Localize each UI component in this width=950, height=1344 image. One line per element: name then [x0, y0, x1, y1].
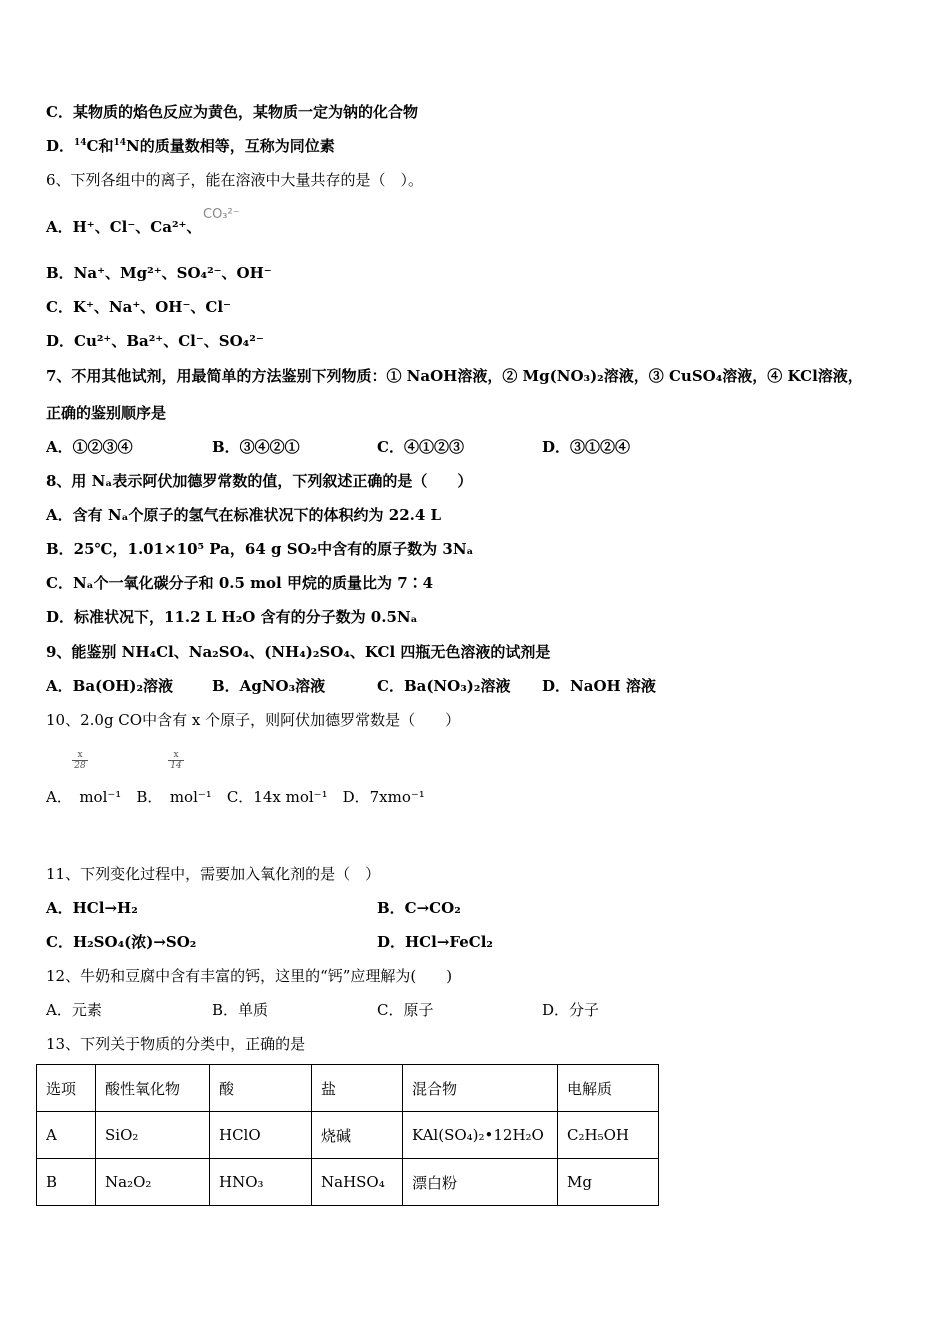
q5-option-d: D．$^{14}$C和$^{14}$N的质量数相等，互称为同位素 — [46, 137, 335, 155]
table-cell: SiO₂ — [96, 1112, 210, 1159]
table-cell: A — [37, 1112, 96, 1159]
q6-option-a: A．H⁺、Cl⁻、Ca²⁺、 — [46, 218, 202, 236]
q7-option-a: A．①②③④ — [46, 438, 133, 456]
table-row — [37, 1159, 659, 1206]
table-cell: 烧碱 — [312, 1112, 403, 1159]
table-cell: B — [37, 1159, 96, 1206]
table-header-row — [37, 1065, 659, 1112]
header-cell: 酸性氧化物 — [96, 1065, 210, 1112]
q6-option-c: C．K⁺、Na⁺、OH⁻、Cl⁻ — [46, 298, 231, 316]
q12-option-c: C．原子 — [377, 1001, 434, 1019]
q9-option-c: C．Ba(NO₃)₂溶液 — [377, 677, 511, 695]
q11-option-b: B．C→CO₂ — [377, 899, 461, 917]
q5-option-c: C．某物质的焰色反应为黄色，某物质一定为钠的化合物 — [46, 103, 418, 121]
table-cell: HNO₃ — [210, 1159, 312, 1206]
q10-options: A． mol⁻¹ B． mol⁻¹ C．14x mol⁻¹ D．7xmo⁻¹ — [46, 788, 425, 806]
q7-option-b: B．③④②① — [212, 438, 300, 456]
q11-option-d: D．HCl→FeCl₂ — [377, 933, 493, 951]
table-cell: Mg — [558, 1159, 659, 1206]
q8-option-c: C．Nₐ个一氧化碳分子和 0.5 mol 甲烷的质量比为 7∶4 — [46, 574, 434, 592]
fraction-x-over-28: $\frac{x}{28}$ — [72, 750, 88, 771]
q10-stem: 10、2.0g CO中含有 x 个原子，则阿伏加德罗常数是（ ） — [46, 711, 461, 729]
table-cell: HClO — [210, 1112, 312, 1159]
q6-option-d: D．Cu²⁺、Ba²⁺、Cl⁻、SO₄²⁻ — [46, 332, 264, 350]
table-cell: 漂白粉 — [403, 1159, 558, 1206]
header-cell: 选项 — [37, 1065, 96, 1112]
q7-stem: 7、不用其他试剂，用最简单的方法鉴别下列物质：① NaOH溶液，② Mg(NO₃)₂溶液，③ CuSO₄溶液，④ KCl溶液， — [46, 367, 863, 385]
q8-stem: 8、用 Nₐ表示阿伏加德罗常数的值，下列叙述正确的是（ ） — [46, 472, 473, 490]
q12-option-a: A．元素 — [46, 1001, 102, 1019]
q8-option-b: B．25℃，1.01×10⁵ Pa，64 g SO₂中含有的原子数为 3Nₐ — [46, 540, 474, 558]
q9-option-b: B．AgNO₃溶液 — [212, 677, 326, 695]
q6-option-b: B．Na⁺、Mg²⁺、SO₄²⁻、OH⁻ — [46, 264, 272, 282]
q7-stem-continued: 正确的鉴别顺序是 — [46, 404, 167, 422]
q12-option-d: D．分子 — [542, 1001, 600, 1019]
q8-option-d: D．标准状况下，11.2 L H₂O 含有的分子数为 0.5Nₐ — [46, 608, 418, 626]
q12-stem: 12、牛奶和豆腐中含有丰富的钙，这里的“钙”应理解为( ) — [46, 967, 453, 985]
q6-stem: 6、下列各组中的离子，能在溶液中大量共存的是（ ）。 — [46, 171, 424, 189]
q9-option-d: D．NaOH 溶液 — [542, 677, 656, 695]
table-cell: KAl(SO₄)₂•12H₂O — [403, 1112, 558, 1159]
q9-stem: 9、能鉴别 NH₄Cl、Na₂SO₄、(NH₄)₂SO₄、KCl 四瓶无色溶液的试剂是 — [46, 643, 551, 661]
q7-option-d: D．③①②④ — [542, 438, 631, 456]
q8-option-a: A．含有 Nₐ个原子的氢气在标准状况下的体积约为 22.4 L — [46, 506, 442, 524]
table-cell: C₂H₅OH — [558, 1112, 659, 1159]
table-cell: NaHSO₄ — [312, 1159, 403, 1206]
fraction-x-over-14: $\frac{x}{14}$ — [168, 750, 184, 771]
header-cell: 酸 — [210, 1065, 312, 1112]
q13-stem: 13、下列关于物质的分类中，正确的是 — [46, 1035, 306, 1053]
classification-table — [36, 1064, 659, 1206]
header-cell: 电解质 — [558, 1065, 659, 1112]
carbonate-formula-image: CO₃²⁻ — [203, 207, 240, 222]
q9-option-a: A．Ba(OH)₂溶液 — [46, 677, 174, 695]
table-row — [37, 1112, 659, 1159]
header-cell: 盐 — [312, 1065, 403, 1112]
q11-option-a: A．HCl→H₂ — [46, 899, 138, 917]
header-cell: 混合物 — [403, 1065, 558, 1112]
table-cell: Na₂O₂ — [96, 1159, 210, 1206]
q11-option-c: C．H₂SO₄(浓)→SO₂ — [46, 933, 197, 951]
q11-stem: 11、下列变化过程中，需要加入氧化剂的是（ ） — [46, 865, 381, 883]
q12-option-b: B．单质 — [212, 1001, 269, 1019]
q7-option-c: C．④①②③ — [377, 438, 464, 456]
